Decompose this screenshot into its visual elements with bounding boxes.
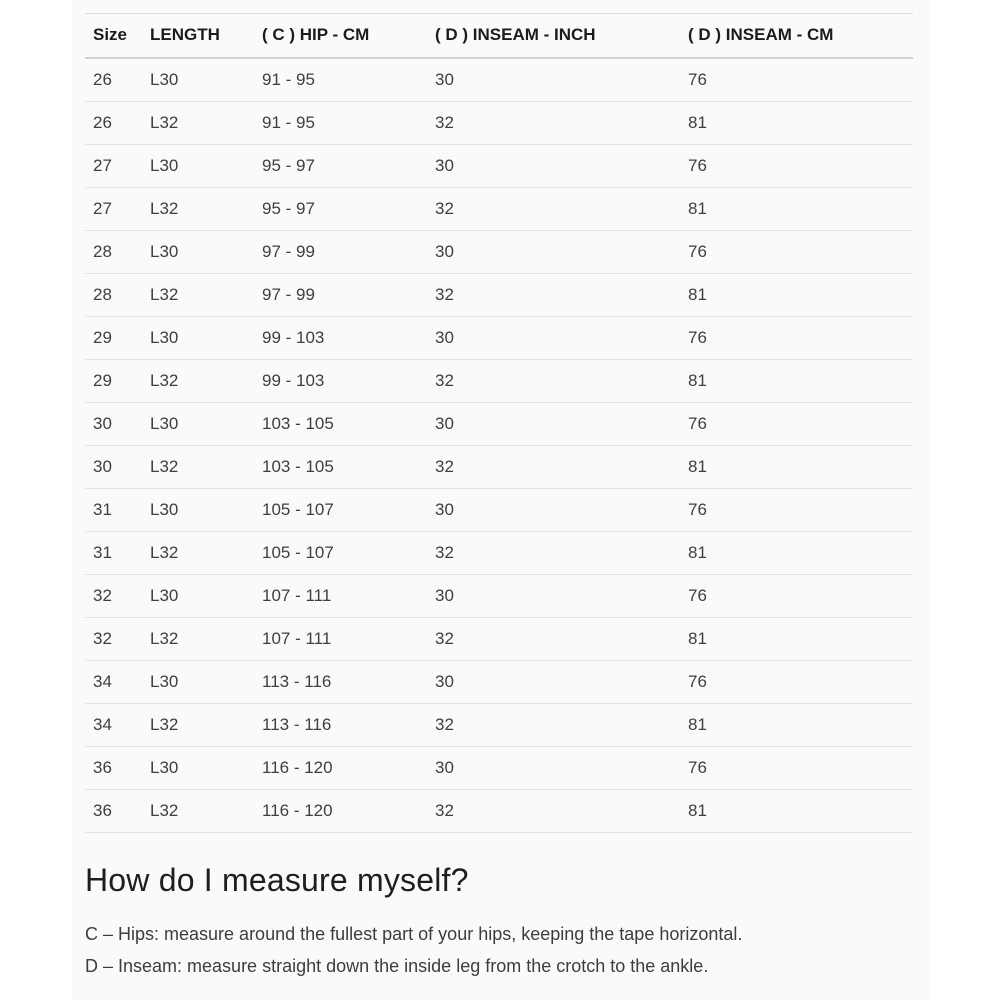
table-cell: 76 bbox=[680, 661, 913, 704]
table-cell: 26 bbox=[85, 58, 142, 102]
table-cell: 30 bbox=[427, 747, 680, 790]
size-table-body bbox=[85, 58, 913, 833]
measure-section-heading: How do I measure myself? bbox=[85, 862, 469, 898]
table-cell: L30 bbox=[142, 317, 254, 360]
column-header-size: Size bbox=[85, 14, 142, 59]
table-cell: 31 bbox=[85, 532, 142, 575]
table-cell: 105 - 107 bbox=[254, 489, 427, 532]
table-cell: 32 bbox=[85, 575, 142, 618]
table-cell: 116 - 120 bbox=[254, 790, 427, 833]
table-cell: 97 - 99 bbox=[254, 274, 427, 317]
table-row bbox=[85, 532, 913, 575]
table-cell: L30 bbox=[142, 58, 254, 102]
table-cell: 34 bbox=[85, 704, 142, 747]
table-cell: 107 - 111 bbox=[254, 618, 427, 661]
table-cell: 116 - 120 bbox=[254, 747, 427, 790]
table-cell: L32 bbox=[142, 790, 254, 833]
table-cell: 76 bbox=[680, 58, 913, 102]
table-cell: 30 bbox=[427, 403, 680, 446]
table-cell: 81 bbox=[680, 446, 913, 489]
table-cell: L30 bbox=[142, 231, 254, 274]
table-cell: 32 bbox=[427, 618, 680, 661]
table-cell: 32 bbox=[85, 618, 142, 661]
table-row bbox=[85, 575, 913, 618]
table-row bbox=[85, 747, 913, 790]
table-cell: 30 bbox=[427, 231, 680, 274]
table-cell: 76 bbox=[680, 403, 913, 446]
table-cell: 76 bbox=[680, 231, 913, 274]
table-row bbox=[85, 489, 913, 532]
size-guide-panel bbox=[72, 0, 931, 1000]
table-cell: L32 bbox=[142, 618, 254, 661]
table-cell: 26 bbox=[85, 102, 142, 145]
table-row bbox=[85, 661, 913, 704]
table-cell: 30 bbox=[427, 58, 680, 102]
table-cell: 32 bbox=[427, 274, 680, 317]
table-cell: 91 - 95 bbox=[254, 58, 427, 102]
table-cell: L30 bbox=[142, 489, 254, 532]
table-row bbox=[85, 102, 913, 145]
table-cell: L32 bbox=[142, 704, 254, 747]
table-cell: 30 bbox=[427, 489, 680, 532]
table-cell: 103 - 105 bbox=[254, 446, 427, 489]
table-header-row bbox=[85, 14, 913, 59]
table-cell: 34 bbox=[85, 661, 142, 704]
table-cell: 105 - 107 bbox=[254, 532, 427, 575]
table-cell: L32 bbox=[142, 188, 254, 231]
table-cell: 76 bbox=[680, 317, 913, 360]
table-row bbox=[85, 790, 913, 833]
table-cell: 113 - 116 bbox=[254, 704, 427, 747]
table-cell: L32 bbox=[142, 360, 254, 403]
table-cell: 81 bbox=[680, 704, 913, 747]
table-cell: 95 - 97 bbox=[254, 145, 427, 188]
table-cell: 113 - 116 bbox=[254, 661, 427, 704]
table-cell: 81 bbox=[680, 618, 913, 661]
table-cell: 32 bbox=[427, 790, 680, 833]
table-cell: 31 bbox=[85, 489, 142, 532]
table-cell: L30 bbox=[142, 661, 254, 704]
table-cell: 29 bbox=[85, 317, 142, 360]
table-row bbox=[85, 704, 913, 747]
table-cell: 30 bbox=[85, 403, 142, 446]
inseam-instruction-text: D – Inseam: measure straight down the inside leg from the crotch to the ankle. bbox=[85, 956, 709, 976]
table-cell: L30 bbox=[142, 403, 254, 446]
table-row bbox=[85, 403, 913, 446]
hips-instruction-text: C – Hips: measure around the fullest part of your hips, keeping the tape horizontal. bbox=[85, 924, 743, 944]
table-cell: 28 bbox=[85, 274, 142, 317]
table-cell: 81 bbox=[680, 360, 913, 403]
table-cell: 32 bbox=[427, 446, 680, 489]
table-cell: 27 bbox=[85, 188, 142, 231]
table-cell: 81 bbox=[680, 790, 913, 833]
table-row bbox=[85, 188, 913, 231]
table-cell: 91 - 95 bbox=[254, 102, 427, 145]
column-header-inseam-inch: ( D ) INSEAM - INCH bbox=[427, 14, 680, 59]
size-chart-table bbox=[85, 13, 913, 833]
table-row bbox=[85, 317, 913, 360]
table-cell: 32 bbox=[427, 360, 680, 403]
table-cell: 30 bbox=[427, 317, 680, 360]
table-cell: 30 bbox=[427, 145, 680, 188]
table-cell: 32 bbox=[427, 704, 680, 747]
table-cell: L30 bbox=[142, 575, 254, 618]
table-cell: L30 bbox=[142, 145, 254, 188]
column-header-inseam-cm: ( D ) INSEAM - CM bbox=[680, 14, 913, 59]
table-cell: 36 bbox=[85, 747, 142, 790]
table-cell: L32 bbox=[142, 274, 254, 317]
table-row bbox=[85, 618, 913, 661]
table-cell: 76 bbox=[680, 747, 913, 790]
table-cell: 76 bbox=[680, 145, 913, 188]
table-cell: 97 - 99 bbox=[254, 231, 427, 274]
table-cell: 99 - 103 bbox=[254, 317, 427, 360]
table-cell: 81 bbox=[680, 274, 913, 317]
table-cell: 76 bbox=[680, 489, 913, 532]
table-row bbox=[85, 446, 913, 489]
table-cell: 107 - 111 bbox=[254, 575, 427, 618]
table-cell: L30 bbox=[142, 747, 254, 790]
table-cell: L32 bbox=[142, 102, 254, 145]
table-cell: 27 bbox=[85, 145, 142, 188]
table-cell: 103 - 105 bbox=[254, 403, 427, 446]
table-row bbox=[85, 145, 913, 188]
table-row bbox=[85, 231, 913, 274]
table-cell: 76 bbox=[680, 575, 913, 618]
table-cell: 81 bbox=[680, 532, 913, 575]
table-cell: 30 bbox=[85, 446, 142, 489]
column-header-hip-cm: ( C ) HIP - CM bbox=[254, 14, 427, 59]
column-header-length: LENGTH bbox=[142, 14, 254, 59]
table-cell: L32 bbox=[142, 446, 254, 489]
table-cell: 32 bbox=[427, 102, 680, 145]
table-cell: 29 bbox=[85, 360, 142, 403]
table-row bbox=[85, 58, 913, 102]
table-cell: 30 bbox=[427, 575, 680, 618]
table-cell: 95 - 97 bbox=[254, 188, 427, 231]
table-cell: 81 bbox=[680, 188, 913, 231]
table-row bbox=[85, 274, 913, 317]
table-cell: 28 bbox=[85, 231, 142, 274]
table-cell: 99 - 103 bbox=[254, 360, 427, 403]
table-row bbox=[85, 360, 913, 403]
table-cell: L32 bbox=[142, 532, 254, 575]
table-cell: 81 bbox=[680, 102, 913, 145]
table-cell: 32 bbox=[427, 532, 680, 575]
table-cell: 30 bbox=[427, 661, 680, 704]
table-cell: 32 bbox=[427, 188, 680, 231]
table-cell: 36 bbox=[85, 790, 142, 833]
